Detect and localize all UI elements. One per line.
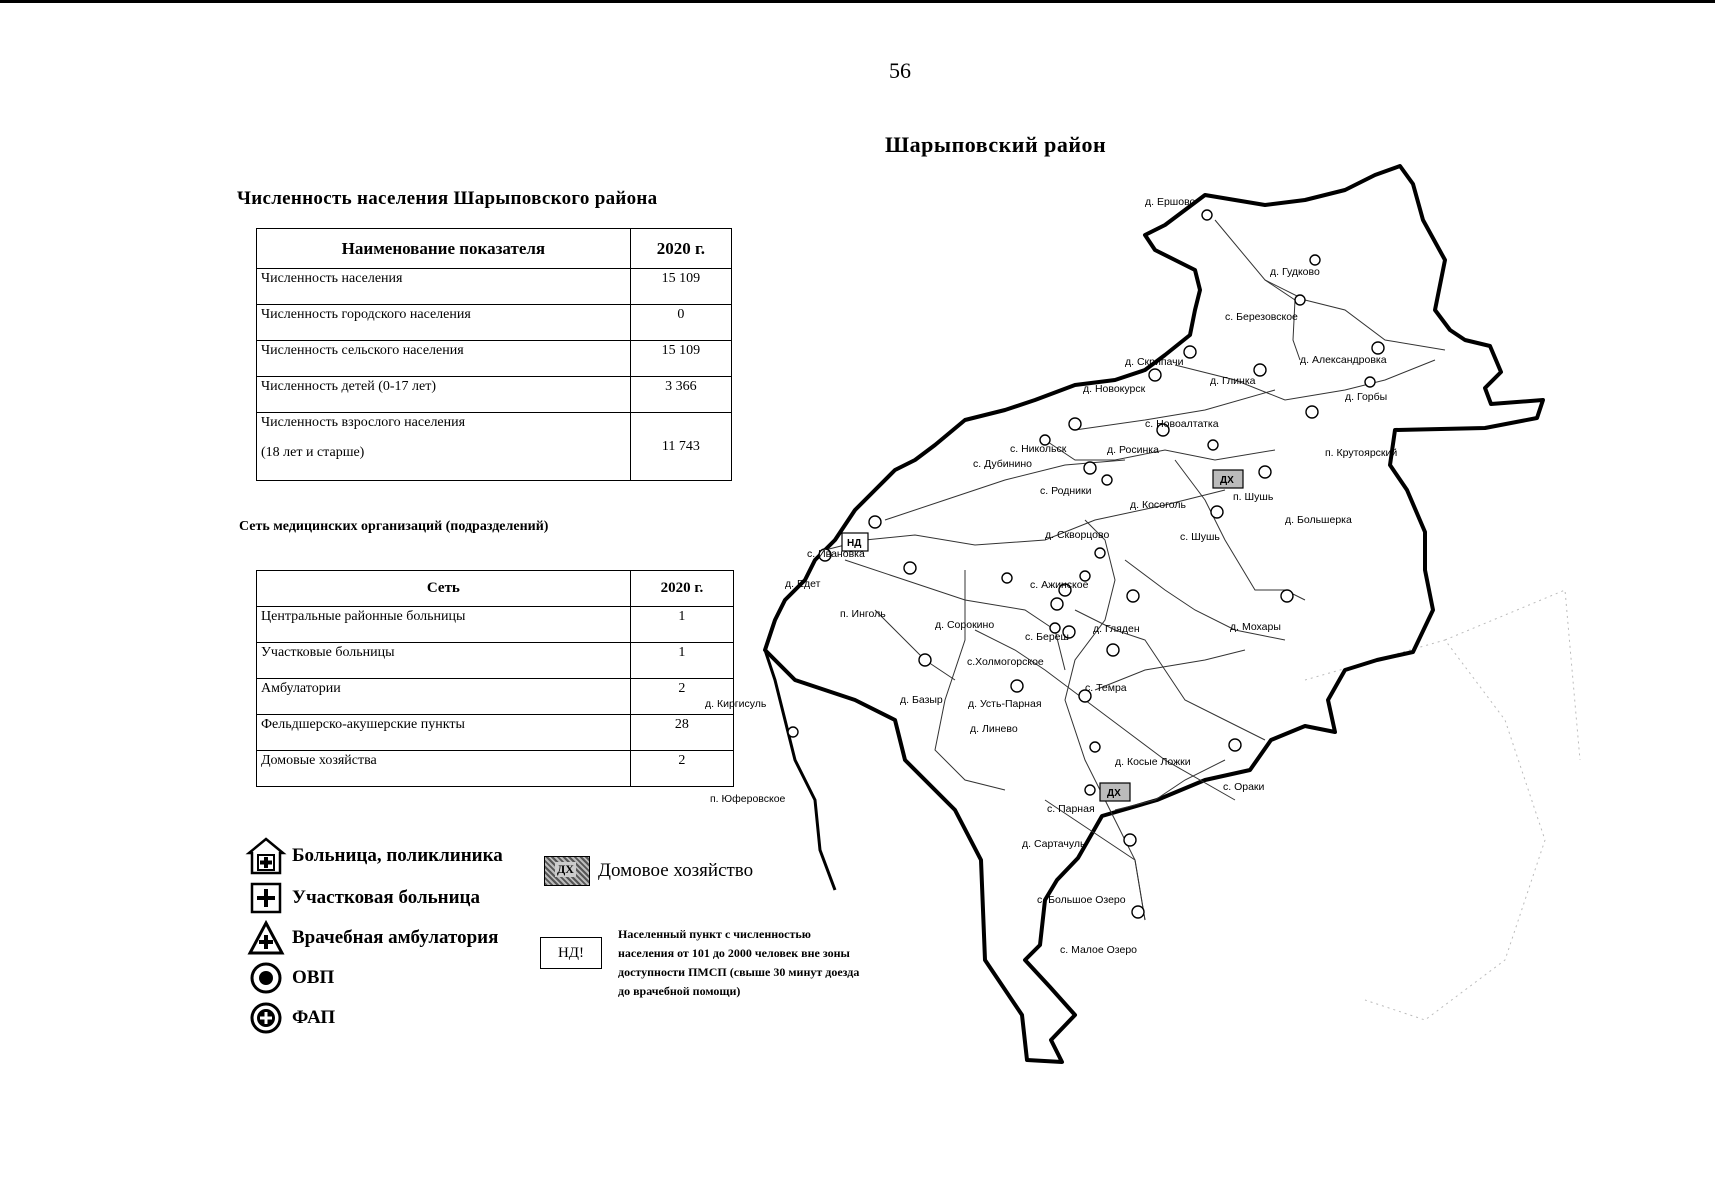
ambulatory-icon bbox=[248, 920, 284, 956]
population-col-indicator: Наименование показателя bbox=[257, 229, 631, 269]
adult-population-label-age: (18 лет и старше) bbox=[261, 445, 365, 460]
village-label: д. Сартачуль bbox=[1022, 838, 1086, 850]
village-label: п. Шушь bbox=[1233, 491, 1274, 503]
network-col-type: Сеть bbox=[257, 571, 631, 607]
map-nd-label: НД bbox=[847, 538, 862, 549]
village-label: с. Березовское bbox=[1225, 311, 1298, 323]
village-label: д. Косые Ложки bbox=[1115, 756, 1191, 768]
village-label: д. Базыр bbox=[900, 694, 943, 706]
network-row-label: Фельдшерско-акушерские пункты bbox=[257, 715, 631, 751]
village-label: п. Крутоярский bbox=[1325, 447, 1398, 459]
village-label: с. Родники bbox=[1040, 485, 1092, 497]
village-label: с. Новоалтатка bbox=[1145, 418, 1219, 430]
village-label: д. Глинка bbox=[1210, 375, 1256, 387]
population-row-value: 15 109 bbox=[630, 269, 731, 305]
population-row-label: Численность городского населения bbox=[257, 305, 631, 341]
village-label: д. Большерка bbox=[1285, 514, 1352, 526]
legend-fap bbox=[248, 1000, 335, 1036]
network-table-title: Сеть медицинских организаций (подразделений) bbox=[239, 519, 549, 534]
village-label: с. Малое Озеро bbox=[1060, 944, 1138, 956]
legend-ovp bbox=[248, 960, 334, 996]
population-table bbox=[256, 228, 732, 481]
population-table-title: Численность населения Шарыповского района bbox=[237, 188, 658, 209]
legend-nd-description: Населенный пункт с численностью населения от 101 до 2000 человек вне зоны доступности ПМСП (свыше 30 минут доезда до врачебной помощи) bbox=[618, 927, 860, 998]
network-row-label: Участковые больницы bbox=[257, 643, 631, 679]
village-label: с. Ивановка bbox=[807, 548, 865, 560]
population-row-value: 11 743 bbox=[630, 413, 731, 481]
network-row-value: 1 bbox=[630, 607, 733, 643]
village-label: д. Линево bbox=[970, 723, 1018, 735]
population-row-value: 3 366 bbox=[630, 377, 731, 413]
household-icon bbox=[544, 856, 590, 886]
village-label: д. Усть-Парная bbox=[968, 698, 1042, 710]
legend-ovp-label: ОВП bbox=[292, 967, 335, 988]
village-label: с. Дубинино bbox=[973, 458, 1032, 470]
village-label: д. Новокурск bbox=[1083, 383, 1146, 395]
network-row-label: Амбулатории bbox=[257, 679, 631, 715]
village-label: д. Гудково bbox=[1270, 266, 1320, 278]
village-label: д. Скрипачи bbox=[1125, 356, 1184, 368]
village-label: д. Косоголь bbox=[1130, 499, 1186, 511]
district-hospital-icon bbox=[248, 880, 284, 916]
population-row-value: 0 bbox=[630, 305, 731, 341]
village-label: с.Холмогорское bbox=[967, 656, 1044, 668]
household-icon-text: ДХ bbox=[557, 862, 574, 876]
map-household-label: ДХ bbox=[1220, 475, 1234, 486]
village-label: д. Горбы bbox=[1345, 391, 1388, 403]
village-label: д. Мохары bbox=[1230, 621, 1281, 633]
legend-district-hospital-label: Участковая больница bbox=[292, 887, 480, 908]
ovp-icon bbox=[248, 960, 284, 996]
village-label: с. Темра bbox=[1085, 682, 1127, 694]
village-label: д. Киргисуль bbox=[705, 698, 767, 710]
network-row-label: Центральные районные больницы bbox=[257, 607, 631, 643]
legend-ambulatory bbox=[248, 920, 498, 956]
population-row-label: Численность сельского населения bbox=[257, 341, 631, 377]
network-table bbox=[256, 570, 734, 787]
village-label: с. Береш bbox=[1025, 631, 1069, 643]
network-row-value: 2 bbox=[630, 679, 733, 715]
page-number: 56 bbox=[889, 58, 911, 83]
village-label: с. Парная bbox=[1047, 803, 1095, 815]
village-label: п. Юферовское bbox=[710, 793, 786, 805]
nd-icon: НД! bbox=[540, 937, 602, 969]
network-row-value: 2 bbox=[630, 751, 733, 787]
village-label: п. Инголь bbox=[840, 608, 886, 620]
village-label: д. Александровка bbox=[1300, 354, 1387, 366]
village-label: д. Росинка bbox=[1107, 444, 1159, 456]
village-label: с. Ораки bbox=[1223, 781, 1265, 793]
network-row-label: Домовые хозяйства bbox=[257, 751, 631, 787]
network-row-value: 1 bbox=[630, 643, 733, 679]
legend-fap-label: ФАП bbox=[292, 1007, 336, 1028]
legend-ambulatory-label: Врачебная амбулатория bbox=[292, 927, 499, 948]
map-household-label: ДХ bbox=[1107, 788, 1121, 799]
village-label: д. Ершово bbox=[1145, 196, 1196, 208]
hospital-icon bbox=[248, 838, 284, 874]
legend-household-label: Домовое хозяйство bbox=[598, 860, 754, 881]
fap-icon bbox=[248, 1000, 284, 1036]
village-label: д. Едет bbox=[785, 578, 821, 590]
legend-household bbox=[544, 856, 753, 886]
population-row-label: Численность населения bbox=[257, 269, 631, 305]
village-label: д. Гляден bbox=[1093, 623, 1140, 635]
population-row-label: Численность детей (0-17 лет) bbox=[257, 377, 631, 413]
village-label: с. Шушь bbox=[1180, 531, 1220, 543]
village-label: с. Ажинское bbox=[1030, 579, 1089, 591]
network-col-year: 2020 г. bbox=[630, 571, 733, 607]
map-title: Шарыповский район bbox=[885, 132, 1107, 157]
population-row-value: 15 109 bbox=[630, 341, 731, 377]
village-label: с. Большое Озеро bbox=[1037, 894, 1126, 906]
village-label: с. Никольск bbox=[1010, 443, 1067, 455]
page-top-border bbox=[0, 0, 1715, 3]
population-col-year: 2020 г. bbox=[630, 229, 731, 269]
population-row-label bbox=[257, 413, 631, 481]
legend-district-hospital bbox=[248, 880, 480, 916]
village-label: д. Сорокино bbox=[935, 619, 995, 631]
adult-population-label: Численность взрослого населения bbox=[261, 415, 466, 430]
village-label: д. Скворцово bbox=[1045, 529, 1110, 541]
legend-hospital-label: Больница, поликлиника bbox=[292, 845, 503, 866]
network-row-value: 28 bbox=[630, 715, 733, 751]
legend-hospital bbox=[248, 838, 503, 874]
